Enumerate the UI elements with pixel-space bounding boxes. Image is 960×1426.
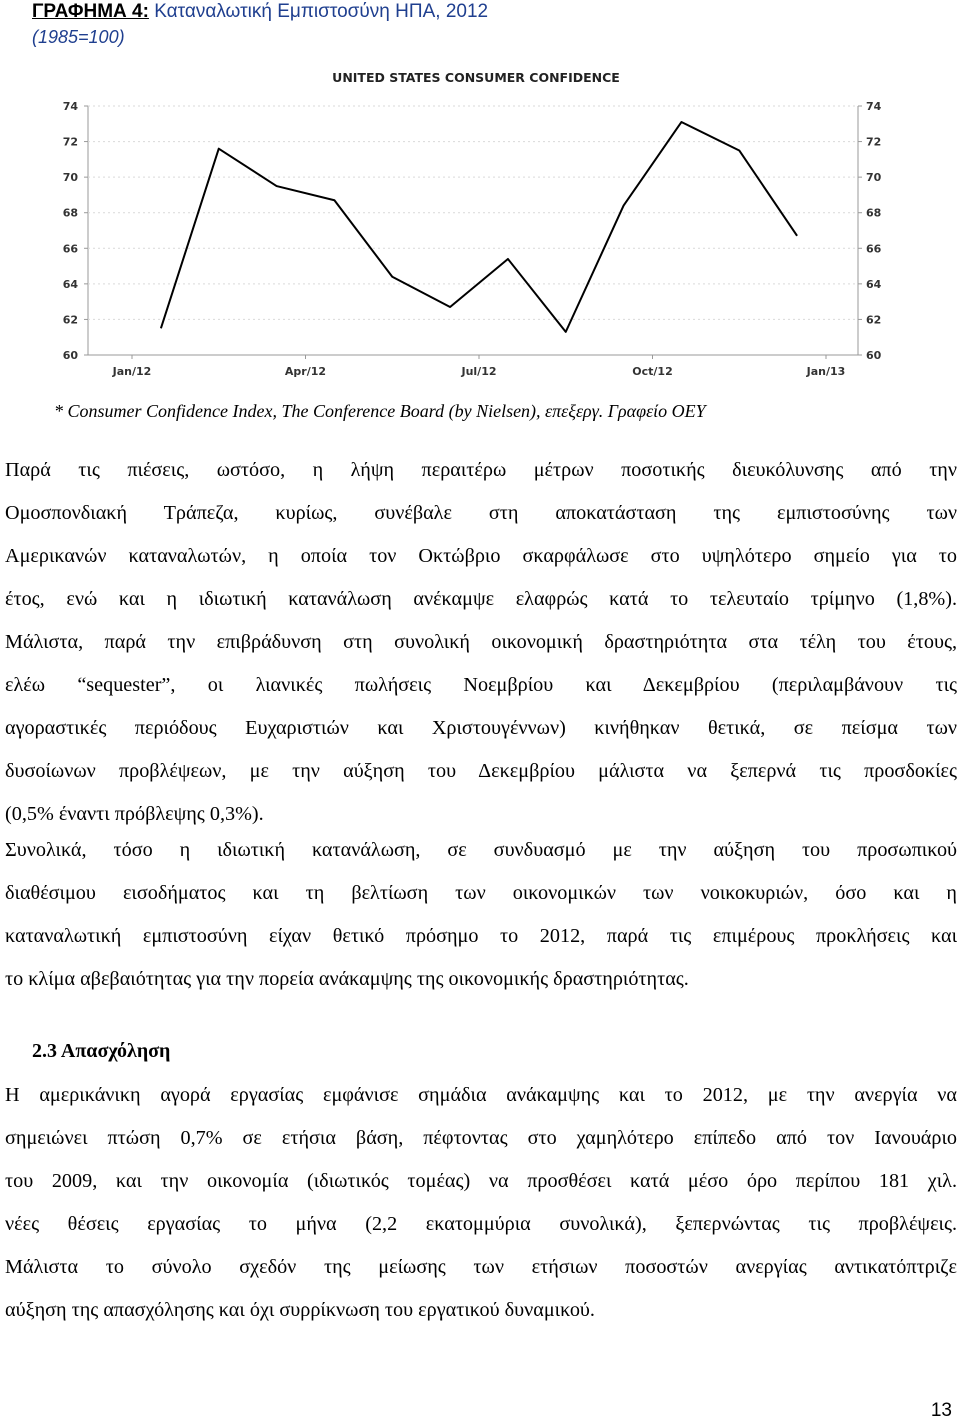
paragraph-line: σημειώνει πτώση 0,7% σε ετήσια βάση, πέφτοντας στο χαμηλότερο επίπεδο από τον Ιανουάριο xyxy=(5,1127,957,1149)
y-tick-label: 72 xyxy=(62,135,78,149)
chart-caption-text: Καταναλωτική Εμπιστοσύνη ΗΠΑ, 2012 xyxy=(154,1,489,22)
chart-title: UNITED STATES CONSUMER CONFIDENCE xyxy=(332,70,620,85)
paragraph-line: έτος, ενώ και η ιδιωτική κατανάλωση ανέκαμψε ελαφρώς κατά το τελευταίο τρίμηνο (1,8%). xyxy=(5,588,957,610)
paragraph-line: Μάλιστα το σύνολο σχεδόν της μείωσης των ετήσιων ποσοστών ανεργίας αντικατόπτριζε xyxy=(5,1256,958,1278)
paragraph-1 xyxy=(5,449,957,836)
y-axis-left xyxy=(63,100,88,362)
x-tick-label: Apr/12 xyxy=(284,365,327,378)
y-tick-label: 74 xyxy=(62,100,78,113)
consumer-confidence-chart xyxy=(0,58,960,388)
y-tick-label: 64 xyxy=(62,277,78,291)
paragraph-line: δυσοίωνων προβλέψεων, με την αύξηση του Δεκεμβρίου μάλιστα να ξεπερνά τις προσδοκίες xyxy=(5,760,957,782)
y-tick-label: 68 xyxy=(866,206,882,220)
paragraph-line: νέες θέσεις εργασίας το μήνα (2,2 εκατομμύρια συνολικά), ξεπερνώντας τις προβλέψεις. xyxy=(5,1213,958,1235)
y-tick-label: 66 xyxy=(62,242,78,256)
chart-gridlines xyxy=(88,106,858,355)
y-tick-label: 62 xyxy=(62,313,78,327)
paragraph-line: διαθέσιμου εισοδήματος και τη βελτίωση των οικονομικών των νοικοκυριών, όσο και η xyxy=(5,882,957,904)
y-tick-label: 70 xyxy=(866,171,882,185)
x-tick-label: Jul/12 xyxy=(461,365,497,378)
x-tick-label: Jan/12 xyxy=(112,365,152,378)
x-tick-label: Oct/12 xyxy=(632,365,673,378)
paragraph-3 xyxy=(5,1074,957,1332)
y-tick-label: 68 xyxy=(62,206,78,220)
paragraph-line: καταναλωτική εμπιστοσύνη είχαν θετικό πρόσημο το 2012, παρά τις επιμέρους προκλήσεις και xyxy=(5,925,958,947)
paragraph-line: Ομοσπονδιακή Τράπεζα, κυρίως, συνέβαλε στη αποκατάσταση της εμπιστοσύνης των xyxy=(5,502,957,524)
y-tick-label: 72 xyxy=(866,135,882,149)
y-tick-label: 60 xyxy=(866,349,882,362)
source-note: * Consumer Confidence Index, The Conference Board (by Nielsen), επεξεργ. Γραφείο ΟΕΥ xyxy=(54,401,706,421)
chart-caption-subtitle: (1985=100) xyxy=(32,27,125,47)
paragraph-line: αύξηση της απασχόλησης και όχι συρρίκνωση του εργατικού δυναμικού. xyxy=(5,1299,595,1321)
y-tick-label: 60 xyxy=(62,349,78,362)
y-tick-label: 64 xyxy=(866,277,882,291)
page-number: 13 xyxy=(930,1400,952,1421)
y-tick-label: 62 xyxy=(866,313,882,327)
paragraph-line: Η αμερικάνικη αγορά εργασίας εμφάνισε σημάδια ανάκαμψης και το 2012, με την ανεργία να xyxy=(5,1084,957,1106)
y-tick-label: 66 xyxy=(866,242,882,256)
paragraph-line: ελέω “sequester”, οι λιανικές πωλήσεις Νοεμβρίου και Δεκεμβρίου (περιλαμβάνουν τις xyxy=(5,674,958,696)
paragraph-line: Μάλιστα, παρά την επιβράδυνση στη συνολική οικονομική δραστηριότητα στα τέλη του έτους, xyxy=(5,631,957,653)
consumer-confidence-line xyxy=(161,122,797,332)
y-axis-right xyxy=(858,100,882,362)
section-heading: 2.3 Απασχόληση xyxy=(32,1040,171,1062)
chart-caption-title xyxy=(32,0,932,24)
paragraph-line: του 2009, και την οικονομία (ιδιωτικός τομέας) να προσθέσει κατά μέσο όρο περίπου 181 χιλ. xyxy=(5,1170,957,1192)
x-axis xyxy=(112,355,846,378)
paragraph-line: (0,5% έναντι πρόβλεψης 0,3%). xyxy=(5,803,264,825)
chart-caption-label: ΓΡΑΦΗΜΑ 4: xyxy=(32,1,149,22)
chart-caption xyxy=(32,0,932,48)
y-tick-label: 70 xyxy=(62,171,78,185)
chart-series xyxy=(161,122,797,332)
x-tick-label: Jan/13 xyxy=(806,365,846,378)
paragraph-2 xyxy=(5,829,957,1001)
y-tick-label: 74 xyxy=(866,100,882,113)
paragraph-line: Συνολικά, τόσο η ιδιωτική κατανάλωση, σε συνδυασμό με την αύξηση του προσωπικού xyxy=(5,839,958,861)
paragraph-line: αγοραστικές περιόδους Ευχαριστιών και Χριστουγέννων) κινήθηκαν θετικά, σε πείσμα των xyxy=(5,717,957,739)
paragraph-line: Αμερικανών καταναλωτών, η οποία τον Οκτώβριο σκαρφάλωσε στο υψηλότερο σημείο για το xyxy=(5,545,957,567)
paragraph-line: το κλίμα αβεβαιότητας για την πορεία ανάκαμψης της οικονομικής δραστηριότητας. xyxy=(5,968,689,990)
paragraph-line: Παρά τις πιέσεις, ωστόσο, η λήψη περαιτέρω μέτρων ποσοτικής διευκόλυνσης από την xyxy=(5,459,957,481)
